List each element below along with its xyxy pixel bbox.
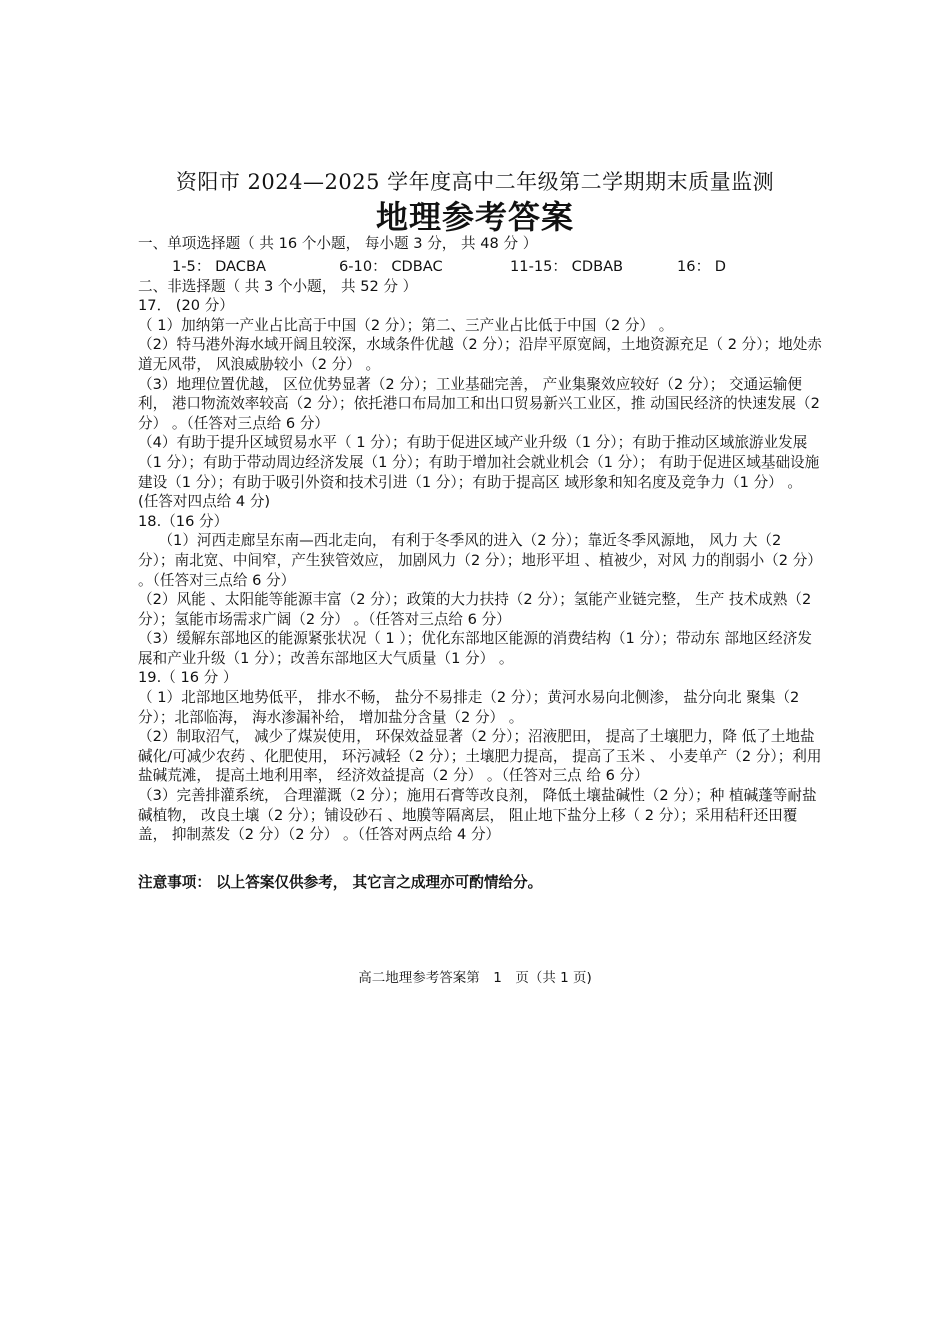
q17-part3: （3）地理位置优越， 区位优势显著（2 分）；工业基础完善， 产业集聚效应较好（2 分）； 交通运输便利， 港口物流效率较高（2 分）；依托港口布局加工和出口贸易新兴工业区，推 动国民经济的快速发展（2 分） 。（任答对三点给 6 分） [138,375,820,432]
section2-heading: 二、非选择题（ 共 3 个小题， 共 52 分 ） [138,277,418,295]
q18-part2: （2）风能 、太阳能等能源丰富（2 分）；政策的大力扶持（2 分）；氢能产业链完整， 生产 技术成熟（2 分）；氢能市场需求广阔（2 分） 。（任答对三点给 6 分） [138,591,812,628]
answer-group-1: 1-5： DACBA [172,257,266,275]
answer-group-3: 11-15： CDBAB [510,257,624,275]
answer-body [138,234,822,892]
q17-part1: （ 1）加纳第一产业占比高于中国（2 分）；第二、三产业占比低于中国（2 分） 。 [138,316,674,334]
q19-part1: （ 1）北部地区地势低平， 排水不畅， 盐分不易排走（2 分）；黄河水易向北侧渗， 盐分向北 聚集（2 分）；北部临海， 海水渗漏补给， 增加盐分含量（2 分） 。 [138,689,800,726]
q17-title: 17． (20 分） [138,297,234,315]
page-footer: 高二地理参考答案第 1 页（共 1 页) [358,970,592,986]
q17-part2: （2）特马港外海水域开阔且较深，水域条件优越（2 分）；沿岸平原宽阔，土地资源充足（ 2 分）；地处赤道无风带， 风浪威胁较小（2 分） 。 [138,336,822,373]
q18-part3: （3）缓解东部地区的能源紧张状况（ 1 ）；优化东部地区能源的消费结构（1 分）；带动东 部地区经济发展和产业升级（1 分）；改善东部地区大气质量（1 分） 。 [138,630,812,667]
grading-note: 注意事项： 以上答案仅供参考， 其它言之成理亦可酌情给分。 [138,873,543,891]
q19-part2: （2）制取沼气， 减少了煤炭使用， 环保效益显著（2 分）；沼液肥田， 提高了土壤肥力，降 低了土地盐碱化/可减少农药 、化肥使用， 环污减轻（2 分）；土壤肥力提高， 提高了玉米 、 小麦单产（2 分）；利用盐碱荒滩， 提高土地利用率， 经济效益提高（2 分） 。（任答对三点 给 6 分） [138,728,822,785]
document-title: 资阳市 2024—2025 学年度高中二年级第二学期期末质量监测 [175,170,775,194]
answer-group-2: 6-10： CDBAC [339,257,443,275]
q19-part3: （3）完善排灌系统， 合理灌溉（2 分）；施用石膏等改良剂， 降低土壤盐碱性（2 分）；种 植碱蓬等耐盐碱植物， 改良土壤（2 分）；铺设砂石 、地膜等隔离层， 阻止地下盐分上移（ 2 分）；采用秸秆还田覆盖， 抑制蒸发（2 分）（2 分） 。（任答对两点给 4 分） [138,787,817,844]
document-subtitle: 地理参考答案 [375,198,574,236]
spacer [138,845,822,873]
q18-title: 18.（16 分） [138,512,229,530]
answer-group-4: 16： D [677,257,727,275]
q18-part1: （1）河西走廊呈东南—西北走向， 有利于冬季风的进入（2 分）；靠近冬季风源地， 风力 大（2 分）；南北宽、中间窄，产生狭管效应， 加剧风力（2 分）；地形平坦 、植被少，对风 力的削弱小（2 分） 。（任答对三点给 6 分） [138,532,822,589]
choice-answers-row [138,256,822,277]
section1-heading: 一、单项选择题（ 共 16 个小题， 每小题 3 分， 共 48 分 ） [138,235,538,252]
q19-title: 19.（ 16 分 ） [138,669,238,687]
q17-part4: （4）有助于提升区域贸易水平（ 1 分）；有助于促进区域产业升级（1 分）；有助于推动区域旅游业发展（1 分）；有助于带动周边经济发展（1 分）；有助于增加社会就业机会（1 分）； 有助于促进区域基础设施建设（1 分）；有助于吸引外资和技术引进（1 分）；有助于提高区 域形象和知名度及竞争力（1 分） 。(任答对四点给 4 分) [138,434,820,511]
